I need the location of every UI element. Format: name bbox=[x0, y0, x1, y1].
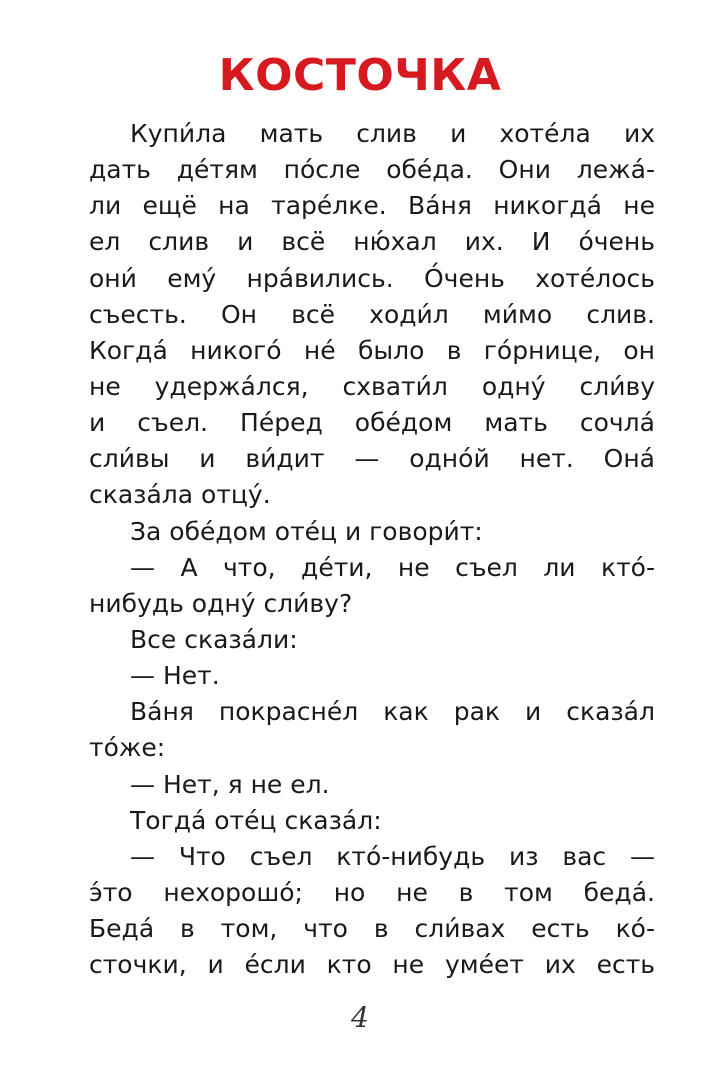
text-line: — Нет. bbox=[130, 661, 220, 691]
text-line: — Нет, я не ел. bbox=[130, 769, 330, 799]
text-line: За обе́дом оте́ц и говори́т: bbox=[130, 516, 483, 546]
page-number: 4 bbox=[351, 1001, 369, 1034]
text-line: — Что съел кто́-нибудь из вас — bbox=[130, 841, 655, 871]
text-line: нибудь одну́ сли́ву? bbox=[89, 588, 353, 618]
text-line: сли́вы и ви́дит — одно́й нет. Она́ bbox=[89, 444, 655, 474]
text-line: они́ ему́ нра́вились. О́чень хоте́лось bbox=[89, 263, 655, 293]
text-line: Беда́ в том, что в сли́вах есть ко́- bbox=[89, 914, 655, 944]
text-line: сказа́ла отцу́. bbox=[89, 480, 271, 510]
text-line: и съел. Пе́ред обе́дом мать сочла́ bbox=[89, 408, 655, 438]
text-line: то́же: bbox=[89, 733, 166, 763]
text-line: ел слив и всё ню́хал их. И о́чень bbox=[89, 227, 655, 257]
text-line: Все сказа́ли: bbox=[130, 624, 298, 654]
text-line: Тогда́ оте́ц сказа́л: bbox=[130, 805, 382, 835]
text-line: Ва́ня покрасне́л как рак и сказа́л bbox=[130, 697, 655, 727]
text-line: — А что, де́ти, не съел ли кто́- bbox=[130, 552, 655, 582]
story-text bbox=[89, 116, 655, 983]
text-line: э́то нехорошо́; но не в том беда́. bbox=[89, 877, 655, 907]
story-title: КОСТОЧКА bbox=[218, 50, 502, 101]
text-line: сточки, и е́сли кто не уме́ет их есть bbox=[89, 950, 655, 980]
text-line: не удержа́лся, схвати́л одну́ сли́ву bbox=[89, 371, 655, 401]
text-line: Купи́ла мать слив и хоте́ла их bbox=[130, 119, 655, 148]
text-line: съесть. Он всё ходи́л ми́мо слив. bbox=[89, 299, 655, 329]
text-line: дать де́тям по́сле обе́да. Они лежа́- bbox=[89, 155, 655, 185]
text-line: ли ещё на таре́лке. Ва́ня никогда́ не bbox=[89, 191, 655, 221]
text-line: Когда́ никого́ не́ было в го́рнице, он bbox=[89, 335, 655, 365]
